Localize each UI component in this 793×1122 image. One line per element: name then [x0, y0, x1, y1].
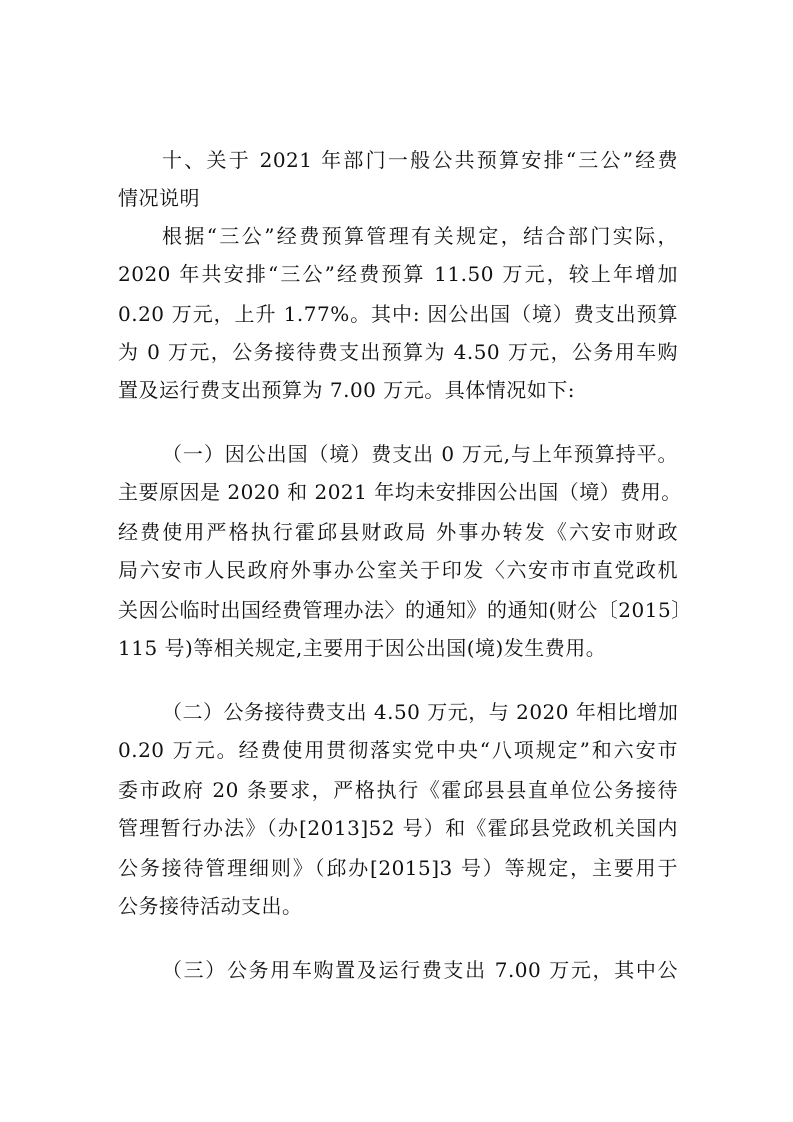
intro-paragraph-line: 0.20 万元，上升 1.77%。其中: 因公出国（境）费支出预算: [118, 302, 678, 326]
section-1-line: 主要原因是 2020 和 2021 年均未安排因公出国（境）费用。: [118, 480, 682, 504]
section-2-line: （二）公务接待费支出 4.50 万元，与 2020 年相比增加: [162, 700, 679, 724]
section-2-line: 公务接待活动支出。: [118, 894, 303, 918]
section-1-line: 经费使用严格执行霍邱县财政局 外事办转发《六安市财政: [118, 520, 678, 544]
intro-paragraph-line: 置及运行费支出预算为 7.00 万元。具体情况如下:: [118, 378, 575, 402]
section-1-line: 115 号)等相关规定,主要用于因公出国(境)发生费用。: [118, 636, 607, 660]
section-2-line: 委市政府 20 条要求，严格执行《霍邱县县直单位公务接待: [118, 778, 678, 802]
section-2-line: 0.20 万元。经费使用贯彻落实党中央“八项规定”和六安市: [118, 738, 678, 762]
section-1-line: 关因公临时出国经费管理办法〉的通知》的通知(财公〔2015〕: [118, 598, 692, 622]
section-2-line: 管理暂行办法》（办[2013]52 号）和《霍邱县党政机关国内: [118, 816, 678, 840]
section-1-line: （一）因公出国（境）费支出 0 万元,与上年预算持平。: [162, 442, 678, 466]
section-3-line: （三）公务用车购置及运行费支出 7.00 万元，其中公: [162, 958, 678, 982]
section-heading-line-2: 情况说明: [118, 186, 200, 210]
section-2-line: 公务接待管理细则》（邱办[2015]3 号）等规定，主要用于: [118, 856, 678, 880]
section-1-line: 局六安市人民政府外事办公室关于印发〈六安市市直党政机: [118, 558, 678, 582]
intro-paragraph-line: 为 0 万元，公务接待费支出预算为 4.50 万元，公务用车购: [118, 340, 678, 364]
intro-paragraph-line: 2020 年共安排“三公”经费预算 11.50 万元，较上年增加: [118, 262, 678, 286]
intro-paragraph-line: 根据“三公”经费预算管理有关规定，结合部门实际，: [162, 224, 678, 248]
section-heading-line-1: 十、关于 2021 年部门一般公共预算安排“三公”经费: [162, 148, 678, 172]
